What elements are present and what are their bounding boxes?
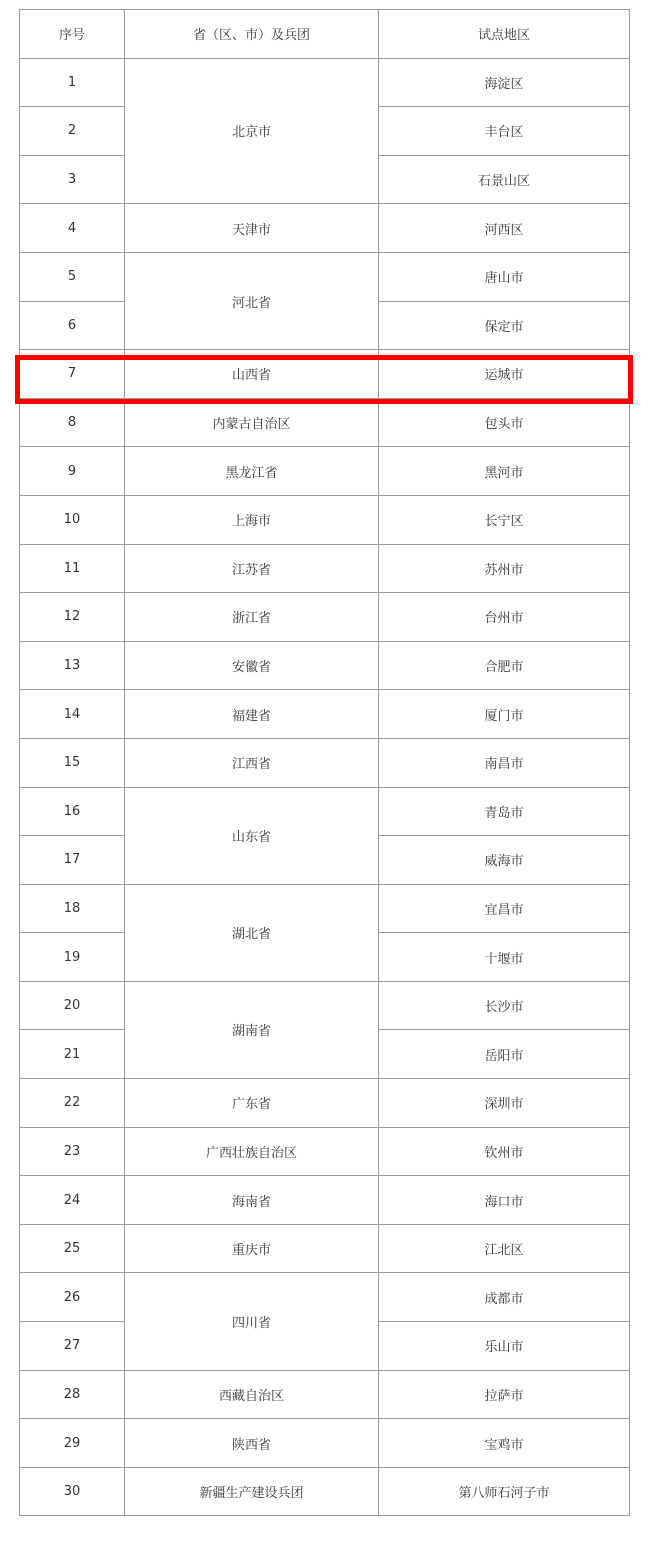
seq-cell: 15 <box>20 738 125 787</box>
area-cell: 黑河市 <box>379 447 630 496</box>
table-row <box>20 1127 630 1176</box>
seq-cell: 12 <box>20 593 125 642</box>
area-cell: 钦州市 <box>379 1127 630 1176</box>
area-cell: 厦门市 <box>379 690 630 739</box>
seq-cell: 6 <box>20 301 125 350</box>
province-cell: 湖南省 <box>125 981 379 1078</box>
area-cell: 长沙市 <box>379 981 630 1030</box>
province-cell: 山东省 <box>125 787 379 884</box>
province-cell: 福建省 <box>125 690 379 739</box>
area-cell: 海淀区 <box>379 58 630 107</box>
table-row <box>20 204 630 253</box>
seq-cell: 2 <box>20 107 125 156</box>
province-cell: 西藏自治区 <box>125 1370 379 1419</box>
province-cell: 上海市 <box>125 495 379 544</box>
area-cell: 包头市 <box>379 398 630 447</box>
seq-cell: 4 <box>20 204 125 253</box>
area-cell: 乐山市 <box>379 1322 630 1371</box>
seq-cell: 21 <box>20 1030 125 1079</box>
province-cell: 湖北省 <box>125 884 379 981</box>
seq-cell: 19 <box>20 933 125 982</box>
table-row <box>20 58 630 107</box>
table-row <box>20 641 630 690</box>
area-cell: 宝鸡市 <box>379 1419 630 1468</box>
area-cell: 岳阳市 <box>379 1030 630 1079</box>
seq-cell: 16 <box>20 787 125 836</box>
table-row <box>20 884 630 933</box>
province-cell: 海南省 <box>125 1176 379 1225</box>
seq-cell: 14 <box>20 690 125 739</box>
area-cell: 长宁区 <box>379 495 630 544</box>
province-cell: 新疆生产建设兵团 <box>125 1467 379 1516</box>
province-cell: 陕西省 <box>125 1419 379 1468</box>
province-cell: 天津市 <box>125 204 379 253</box>
seq-cell: 29 <box>20 1419 125 1468</box>
seq-cell: 5 <box>20 252 125 301</box>
seq-cell: 9 <box>20 447 125 496</box>
province-cell: 内蒙古自治区 <box>125 398 379 447</box>
area-cell: 苏州市 <box>379 544 630 593</box>
table-row <box>20 1370 630 1419</box>
header-seq: 序号 <box>20 10 125 59</box>
table-row <box>20 981 630 1030</box>
area-cell: 十堰市 <box>379 933 630 982</box>
province-cell: 河北省 <box>125 252 379 349</box>
province-cell: 江西省 <box>125 738 379 787</box>
area-cell: 唐山市 <box>379 252 630 301</box>
header-province: 省（区、市）及兵团 <box>125 10 379 59</box>
area-cell: 丰台区 <box>379 107 630 156</box>
seq-cell: 17 <box>20 836 125 885</box>
table-row <box>20 1273 630 1322</box>
table-row <box>20 252 630 301</box>
province-cell: 重庆市 <box>125 1224 379 1273</box>
province-cell: 广东省 <box>125 1079 379 1128</box>
table-row <box>20 1467 630 1516</box>
seq-cell: 8 <box>20 398 125 447</box>
province-cell: 北京市 <box>125 58 379 204</box>
seq-cell: 1 <box>20 58 125 107</box>
area-cell: 威海市 <box>379 836 630 885</box>
table-row <box>20 398 630 447</box>
seq-cell: 13 <box>20 641 125 690</box>
table-row <box>20 593 630 642</box>
area-cell: 保定市 <box>379 301 630 350</box>
province-cell: 江苏省 <box>125 544 379 593</box>
seq-cell: 28 <box>20 1370 125 1419</box>
seq-cell: 23 <box>20 1127 125 1176</box>
province-cell: 四川省 <box>125 1273 379 1370</box>
area-cell: 宜昌市 <box>379 884 630 933</box>
province-cell: 浙江省 <box>125 593 379 642</box>
seq-cell: 11 <box>20 544 125 593</box>
province-cell: 广西壮族自治区 <box>125 1127 379 1176</box>
seq-cell: 24 <box>20 1176 125 1225</box>
table-row <box>20 544 630 593</box>
area-cell: 拉萨市 <box>379 1370 630 1419</box>
table-row <box>20 1176 630 1225</box>
header-area: 试点地区 <box>379 10 630 59</box>
seq-cell: 3 <box>20 155 125 204</box>
area-cell: 石景山区 <box>379 155 630 204</box>
table-row <box>20 1419 630 1468</box>
seq-cell: 30 <box>20 1467 125 1516</box>
table-row <box>20 738 630 787</box>
seq-cell: 26 <box>20 1273 125 1322</box>
area-cell: 南昌市 <box>379 738 630 787</box>
table-header-row <box>20 10 630 59</box>
area-cell: 深圳市 <box>379 1079 630 1128</box>
seq-cell: 7 <box>20 350 125 399</box>
seq-cell: 27 <box>20 1322 125 1371</box>
seq-cell: 20 <box>20 981 125 1030</box>
area-cell: 运城市 <box>379 350 630 399</box>
province-cell: 安徽省 <box>125 641 379 690</box>
table-row <box>20 495 630 544</box>
province-cell: 黑龙江省 <box>125 447 379 496</box>
seq-cell: 10 <box>20 495 125 544</box>
table-row <box>20 447 630 496</box>
province-cell: 山西省 <box>125 350 379 399</box>
pilot-areas-table <box>19 9 630 1516</box>
area-cell: 青岛市 <box>379 787 630 836</box>
area-cell: 河西区 <box>379 204 630 253</box>
area-cell: 台州市 <box>379 593 630 642</box>
area-cell: 合肥市 <box>379 641 630 690</box>
seq-cell: 18 <box>20 884 125 933</box>
area-cell: 第八师石河子市 <box>379 1467 630 1516</box>
seq-cell: 22 <box>20 1079 125 1128</box>
area-cell: 海口市 <box>379 1176 630 1225</box>
seq-cell: 25 <box>20 1224 125 1273</box>
table-row <box>20 350 630 399</box>
table-row <box>20 1079 630 1128</box>
table-body <box>20 58 630 1516</box>
table-row <box>20 690 630 739</box>
area-cell: 江北区 <box>379 1224 630 1273</box>
area-cell: 成都市 <box>379 1273 630 1322</box>
table-row <box>20 787 630 836</box>
table-row <box>20 1224 630 1273</box>
